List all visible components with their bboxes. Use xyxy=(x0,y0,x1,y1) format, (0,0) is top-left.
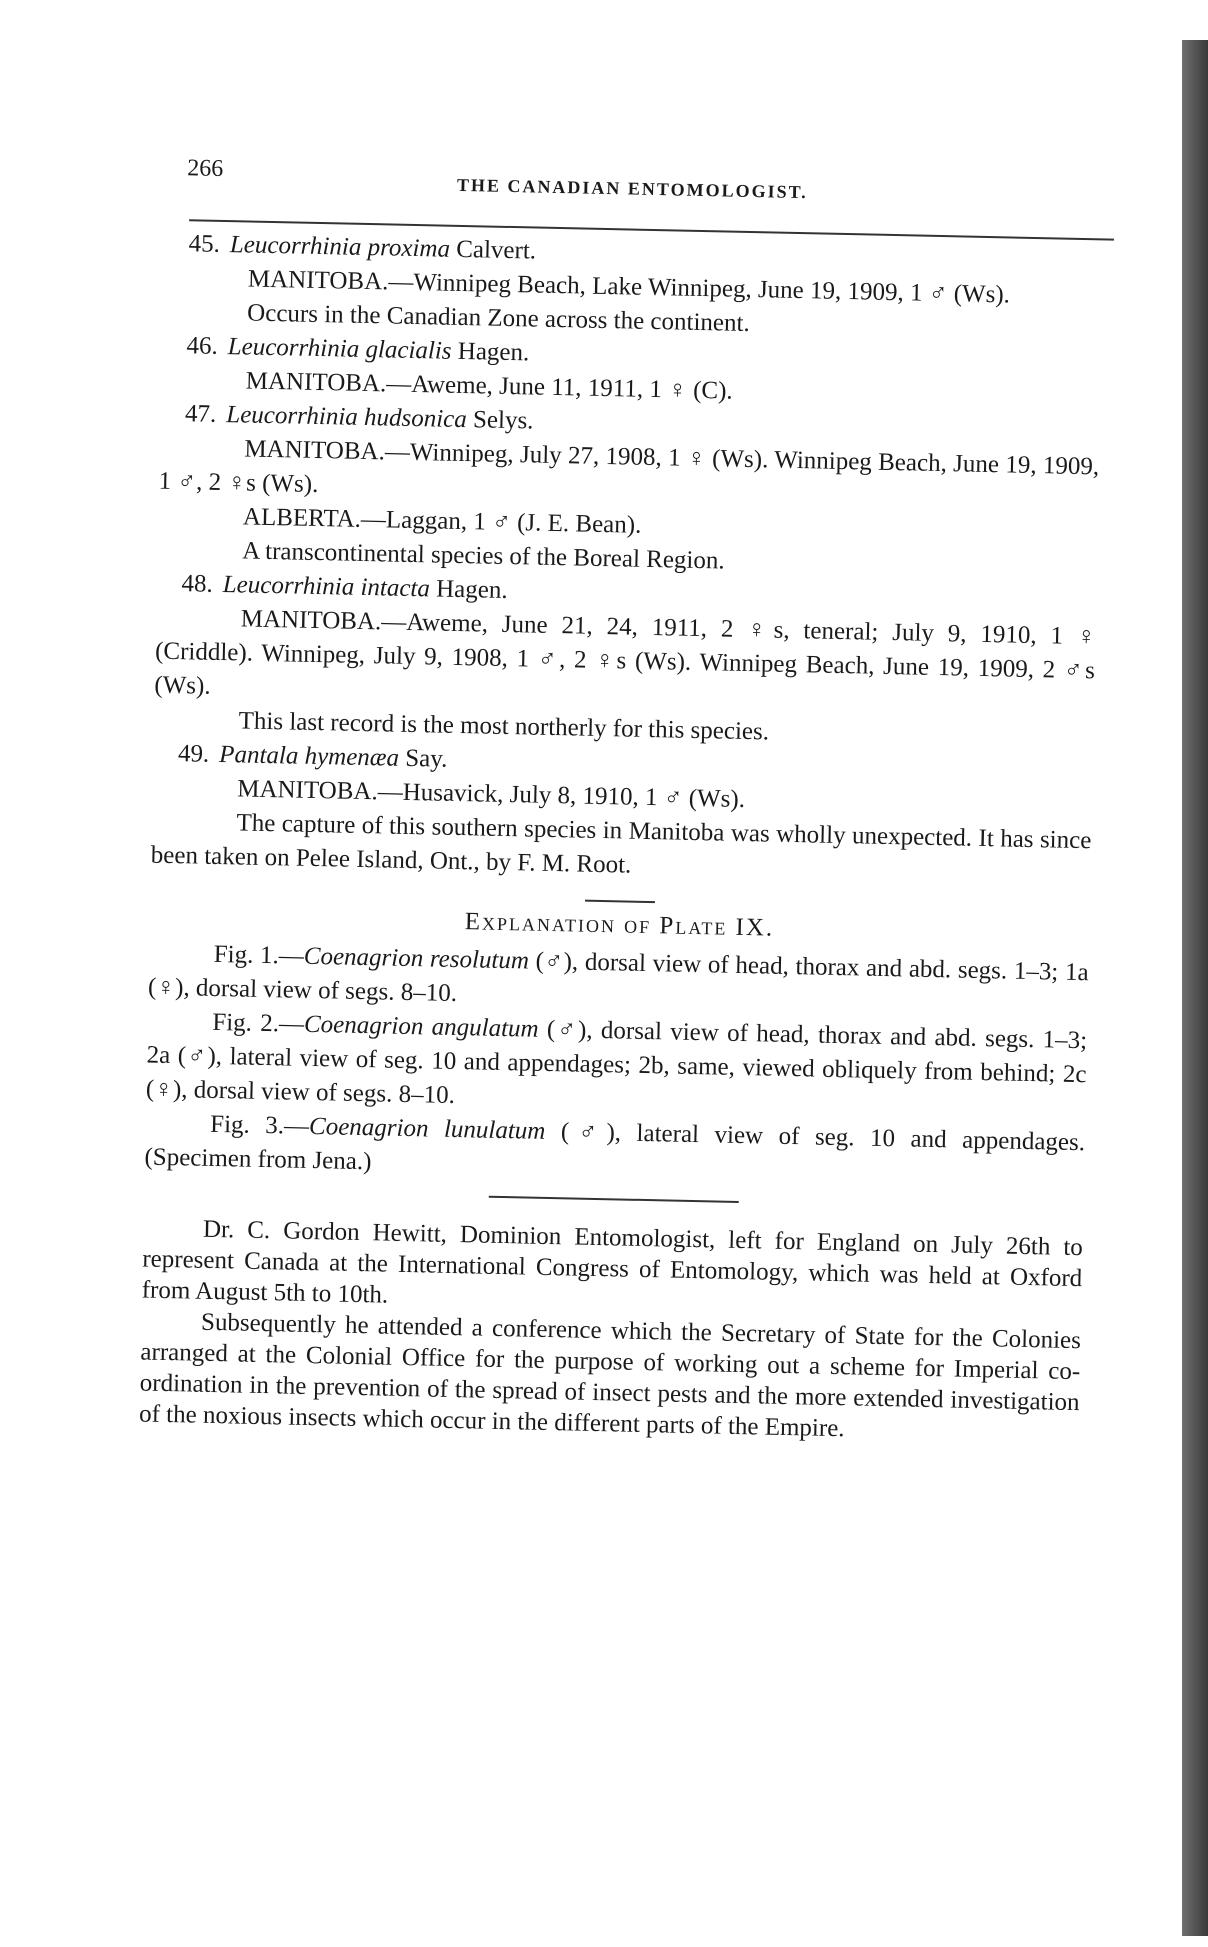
species-name: Leucorrhinia glacialis xyxy=(227,333,452,365)
page-number: 266 xyxy=(186,155,224,182)
entry-number: 47. xyxy=(184,400,217,428)
figure-prefix: Fig. 1.— xyxy=(213,940,305,970)
species-entry-45 xyxy=(162,227,1104,349)
species-name: Pantala hymenæa xyxy=(218,740,400,772)
entry-number: 48. xyxy=(181,570,214,598)
species-name: Leucorrhinia intacta xyxy=(222,571,431,603)
record-paragraph: ALBERTA.—Laggan, 1 ♂ (J. E. Bean). xyxy=(242,503,642,539)
section-divider xyxy=(489,1196,739,1203)
news-note xyxy=(139,1213,1083,1450)
note-paragraph: Subsequently he attended a conference which the Secretary of State for the Colonies arranged at the Colonial Office for the purpose of working out a scheme for Imperial co-ordination in the prevention of the spread of insect pests and the more extended investigation of the noxious insects which occur in the different parts of the Empire. xyxy=(138,1308,1082,1443)
figure-prefix: Fig. 2.— xyxy=(212,1008,305,1038)
figure-prefix: Fig. 3.— xyxy=(209,1110,310,1140)
record-paragraph: MANITOBA.—Winnipeg, July 27, 1908, 1 ♀ (Ws). Winnipeg Beach, June 19, 1909, 1 ♂, 2 ♀s (Ws). xyxy=(158,435,1100,499)
book-spine-edge xyxy=(1182,40,1208,1936)
record-paragraph: MANITOBA.—Winnipeg Beach, Lake Winnipeg, June 19, 1909, 1 ♂ (Ws). xyxy=(247,265,1011,309)
species-entry-48 xyxy=(153,567,1096,757)
species-author: Hagen. xyxy=(457,337,530,367)
page-header xyxy=(187,155,1118,214)
plate-explanation xyxy=(144,899,1090,1195)
record-paragraph: This last record is the most northerly for this species. xyxy=(238,707,770,746)
entry-number: 45. xyxy=(188,230,221,258)
species-entry-49 xyxy=(150,737,1093,893)
species-name: Leucorrhinia hudsonica xyxy=(226,401,468,434)
page-body xyxy=(139,227,1104,1449)
record-paragraph: MANITOBA.—Aweme, June 21, 24, 1911, 2 ♀s, teneral; July 9, 1910, 1 ♀ (Criddle). Winnipeg, July 9, 1908, 1 ♂, 2 ♀s (Ws). Winnipeg Beach, June 19, 1909, 2 ♂s (Ws). xyxy=(154,605,1096,700)
figure-text: (♂), dorsal view of head, thorax and abd. segs. 1–3; 2a (♂), lateral view of seg. 10 and appendages; 2b, same, viewed obliquely from behind; 2c (♀), dorsal view of segs. 8–10. xyxy=(145,1015,1088,1110)
entry-number: 49. xyxy=(177,740,210,768)
record-paragraph: The capture of this southern species in Manitoba was wholly unexpected. It has since been taken on Pelee Island, Ont., by F. M. Root. xyxy=(150,809,1092,879)
species-name: Leucorrhinia proxima xyxy=(229,231,451,263)
record-paragraph: Occurs in the Canadian Zone across the continent. xyxy=(246,299,751,338)
species-entry-47 xyxy=(157,397,1100,587)
figure-caption-2 xyxy=(146,1005,1088,1127)
record-paragraph: MANITOBA.—Aweme, June 11, 1911, 1 ♀ (C). xyxy=(245,367,733,405)
species-author: Say. xyxy=(404,744,448,773)
record-paragraph: A transcontinental species of the Boreal Region. xyxy=(241,537,725,575)
figure-species: Coenagrion angulatum xyxy=(303,1010,539,1043)
figure-text: (♂), dorsal view of head, thorax and abd. segs. 1–3; 1a (♀), dorsal view of segs. 8–10. xyxy=(147,947,1089,1008)
figure-species: Coenagrion lunulatum xyxy=(308,1112,546,1145)
species-author: Calvert. xyxy=(455,235,537,265)
section-divider xyxy=(585,900,655,903)
running-title: THE CANADIAN ENTOMOLOGIST. xyxy=(456,174,808,203)
note-paragraph: Dr. C. Gordon Hewitt, Dominion Entomologist, left for England on July 26th to represent Canada at the International Congress of Entomology, which was held at Oxford from August 5th to 10th. xyxy=(141,1215,1084,1309)
figure-text: (♂), lateral view of seg. 10 and appendages. (Specimen from Jena.) xyxy=(144,1117,1086,1176)
record-paragraph: MANITOBA.—Husavick, July 8, 1910, 1 ♂ (Ws). xyxy=(236,775,746,814)
species-author: Hagen. xyxy=(435,575,508,604)
species-author: Selys. xyxy=(472,406,534,435)
figure-species: Coenagrion resolutum xyxy=(303,942,530,975)
plate-title: Explanation of Plate IX. xyxy=(464,908,775,942)
entry-number: 46. xyxy=(186,332,219,360)
